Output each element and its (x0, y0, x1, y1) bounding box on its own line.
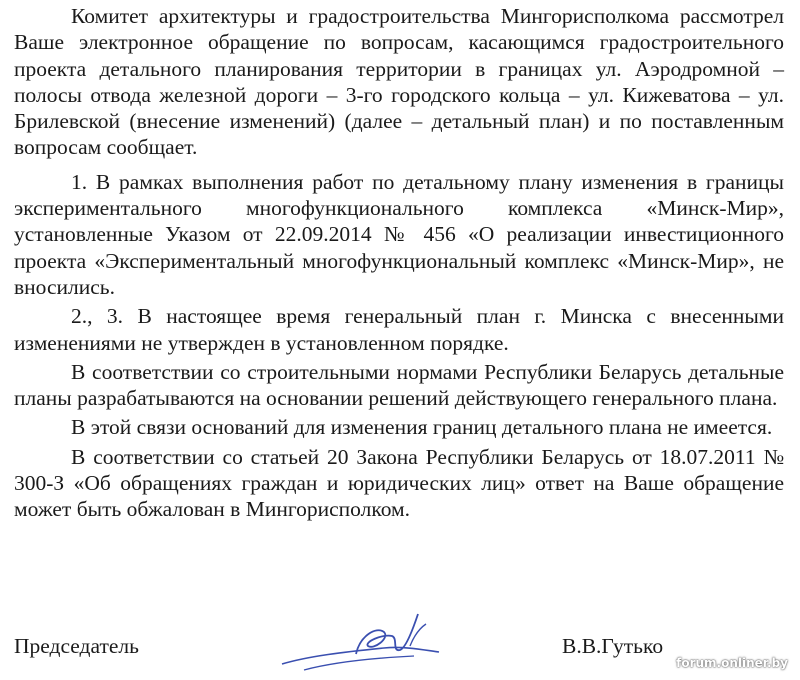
handwritten-signature (264, 606, 454, 676)
paragraph-building-norms: В соответствии со строительными нормами Республики Беларусь детальные планы разрабатываются на основании решений действующего генерального плана. (14, 359, 784, 411)
letter-body (14, 3, 784, 526)
paragraph-appeal-rights: В соответствии со статьей 20 Закона Республики Беларусь от 18.07.2011 № 300-З «Об обращениях граждан и юридических лиц» ответ на Ваше обращение может быть обжалован в Мингорисполком. (14, 444, 784, 522)
paragraph-point-1: 1. В рамках выполнения работ по детальному плану изменения в границы экспериментального многофункционального комплекса «Минск-Мир», установленные Указом от 22.09.2014 № 456 «О реализации инвестиционного проекта «Экспериментальный многофункциональный комплекс «Минск-Мир», не вносились. (14, 169, 784, 299)
watermark: forum.onliner.by (676, 656, 788, 670)
signature-block (14, 626, 784, 680)
paragraph-intro: Комитет архитектуры и градостроительства Мингорисполкома рассмотрел Ваше электронное обращение по вопросам, касающимся градостроительного проекта детального планирования территории в границах ул. Аэродромной – полосы отвода железной дороги – 3-го городского кольца – ул. Кижеватова – ул. Брилевской (внесение изменений) (далее – детальный план) и по поставленным вопросам сообщает. (14, 4, 784, 160)
paragraph-points-2-3: 2., 3. В настоящее время генеральный план г. Минска с внесенными изменениями не утвержден в установленном порядке. (14, 304, 784, 355)
signatory-title: Председатель (14, 634, 139, 658)
signatory-name: В.В.Гутько (562, 634, 664, 658)
paragraph-no-grounds: В этой связи оснований для изменения границ детального плана не имеется. (71, 415, 773, 440)
